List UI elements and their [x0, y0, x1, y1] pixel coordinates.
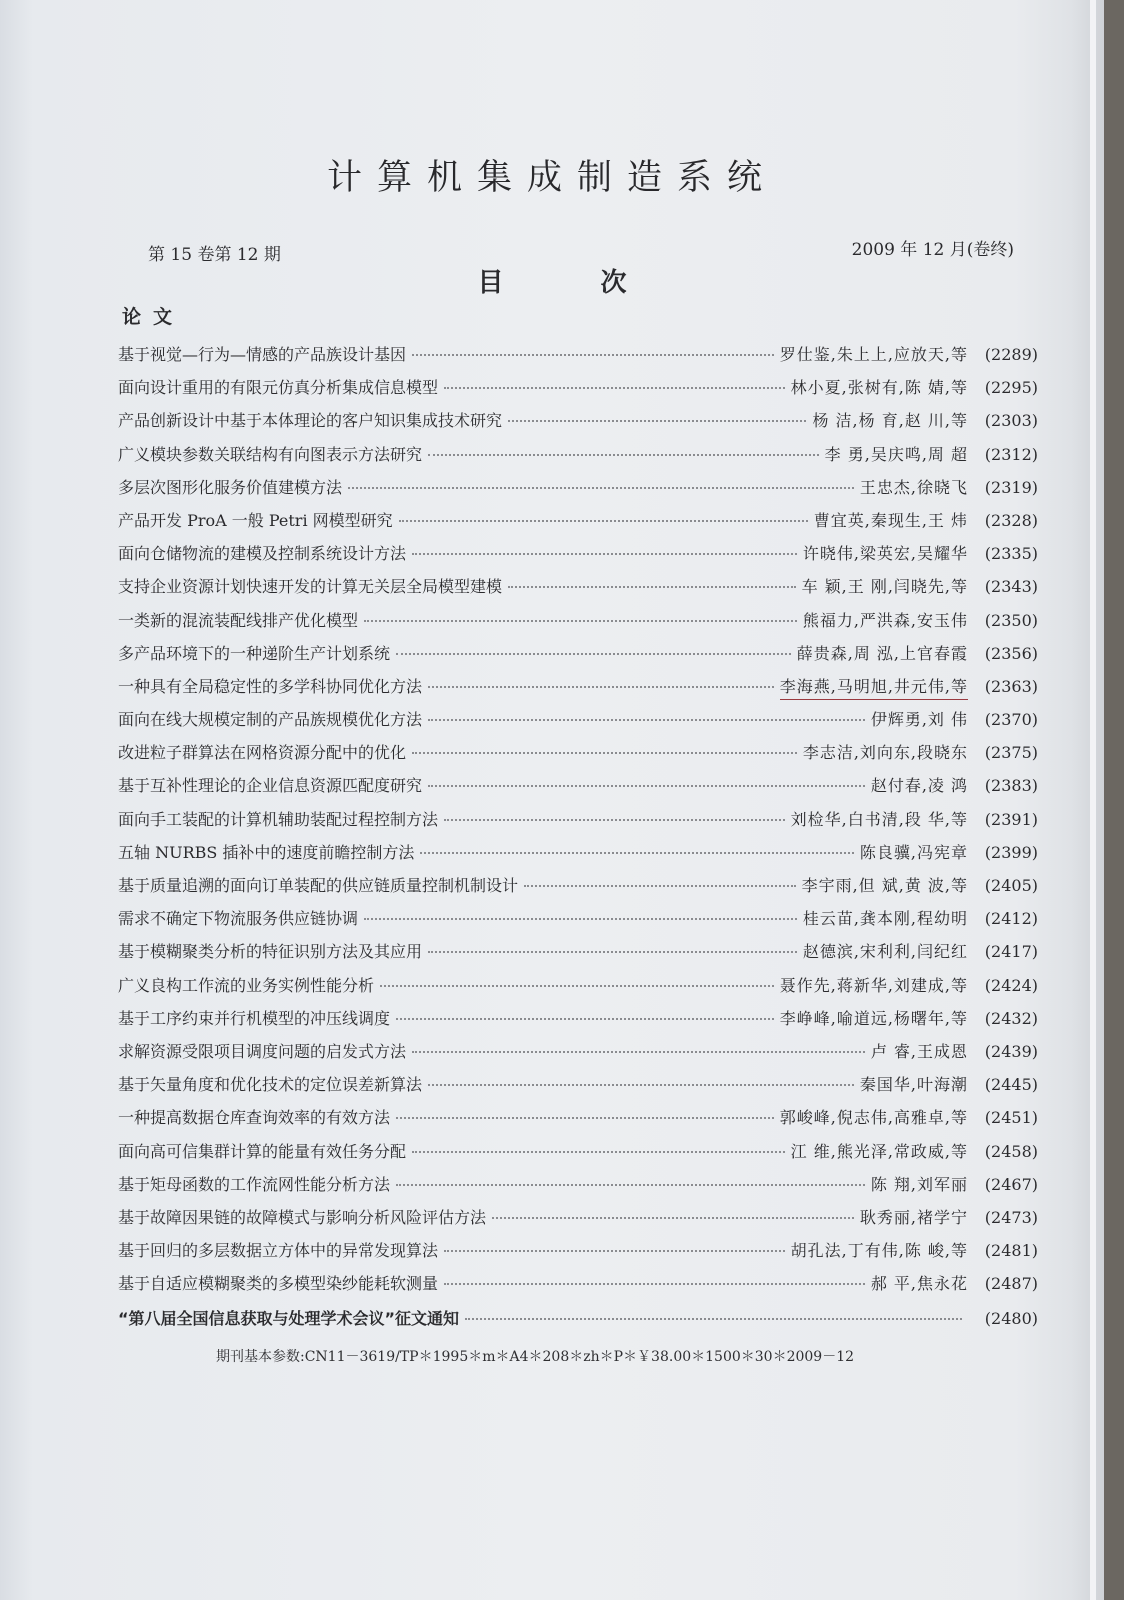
toc-row	[118, 408, 1038, 441]
article-authors: 林小夏,张树有,陈 婧,等	[790, 378, 968, 398]
dot-leader	[428, 1084, 854, 1086]
dot-leader	[412, 1051, 865, 1053]
article-title: 广义良构工作流的业务实例性能分析	[118, 975, 375, 995]
toc-row	[118, 1238, 1038, 1271]
section-heading: 论文	[122, 306, 185, 328]
issue-number: 第 15 卷第 12 期	[148, 245, 281, 265]
dot-leader	[524, 885, 796, 887]
article-authors: 秦国华,叶海潮	[859, 1075, 968, 1095]
article-authors: 伊辉勇,刘 伟	[870, 710, 968, 730]
article-page: (2312)	[984, 444, 1038, 464]
dot-leader	[508, 586, 796, 588]
dot-leader	[508, 420, 806, 422]
article-page: (2370)	[984, 710, 1038, 730]
dot-leader	[396, 1184, 865, 1186]
table-of-contents	[118, 342, 1038, 1304]
dot-leader	[399, 520, 808, 522]
article-page: (2467)	[984, 1174, 1038, 1194]
notice-page: (2480)	[984, 1309, 1038, 1328]
article-authors: 刘检华,白书清,段 华,等	[790, 809, 968, 829]
toc-row	[118, 1306, 1038, 1339]
article-title: 多层次图形化服务价值建模方法	[118, 477, 343, 497]
dot-leader	[364, 620, 797, 622]
article-authors: 耿秀丽,褚学宁	[859, 1207, 968, 1227]
article-title: 面向仓储物流的建模及控制系统设计方法	[118, 544, 407, 564]
toc-row	[118, 707, 1038, 740]
article-page: (2303)	[984, 411, 1038, 431]
article-authors: 江 维,熊光泽,常政威,等	[790, 1141, 968, 1161]
article-title: 基于模糊聚类分析的特征识别方法及其应用	[118, 942, 423, 962]
article-authors: 熊福力,严洪森,安玉伟	[802, 610, 968, 630]
article-page: (2319)	[984, 477, 1038, 497]
article-page: (2487)	[984, 1274, 1038, 1294]
toc-row	[118, 1039, 1038, 1072]
article-page: (2473)	[984, 1207, 1038, 1227]
article-authors: 陈良骥,冯宪章	[859, 842, 968, 862]
article-page: (2424)	[984, 975, 1038, 995]
article-title: 基于视觉—行为—情感的产品族设计基因	[118, 345, 407, 364]
dot-leader	[428, 785, 865, 787]
article-authors: 李海燕,马明旭,井元伟,等	[780, 674, 968, 700]
article-title: 产品开发 ProA 一般 Petri 网模型研究	[118, 510, 393, 530]
article-authors: 桂云苗,龚本刚,程幼明	[802, 909, 968, 929]
article-page: (2343)	[984, 577, 1038, 597]
toc-row	[118, 1139, 1038, 1172]
article-title: 基于自适应模糊聚类的多模型染纱能耗软测量	[118, 1274, 439, 1294]
toc-row	[118, 906, 1038, 939]
article-authors: 杨 洁,杨 育,赵 川,等	[812, 411, 968, 431]
article-authors: 车 颖,王 刚,闫晓先,等	[801, 577, 968, 597]
article-page: (2412)	[984, 909, 1038, 929]
article-title: 基于矢量角度和优化技术的定位误差新算法	[118, 1075, 423, 1095]
article-title: 面向手工装配的计算机辅助装配过程控制方法	[118, 809, 439, 829]
toc-row	[118, 641, 1038, 674]
article-authors: 卢 睿,王成恩	[870, 1041, 968, 1061]
call-for-papers	[118, 1306, 1038, 1339]
toc-row	[118, 475, 1038, 508]
article-authors: 许晓伟,梁英宏,吴耀华	[802, 544, 968, 564]
toc-row	[118, 608, 1038, 641]
article-page: (2432)	[984, 1008, 1038, 1028]
toc-row	[118, 740, 1038, 773]
dot-leader	[396, 653, 791, 655]
article-page: (2405)	[984, 876, 1038, 895]
article-title: 基于互补性理论的企业信息资源匹配度研究	[118, 776, 423, 796]
dot-leader	[428, 686, 774, 688]
article-title: 需求不确定下物流服务供应链协调	[118, 909, 359, 929]
article-authors: 郭峻峰,倪志伟,高雅卓,等	[779, 1108, 968, 1128]
article-title: 面向设计重用的有限元仿真分析集成信息模型	[118, 378, 439, 398]
article-title: 一类新的混流装配线排产优化模型	[118, 610, 359, 630]
article-page: (2356)	[984, 643, 1038, 663]
article-page: (2439)	[984, 1041, 1038, 1061]
toc-row	[118, 1006, 1038, 1039]
toc-row	[118, 442, 1038, 475]
toc-row	[118, 342, 1038, 375]
article-authors: 李宇雨,但 斌,黄 波,等	[801, 876, 968, 895]
article-title: 广义模块参数关联结构有向图表示方法研究	[118, 444, 423, 464]
toc-row	[118, 840, 1038, 873]
toc-row	[118, 1072, 1038, 1105]
article-title: 产品创新设计中基于本体理论的客户知识集成技术研究	[118, 411, 503, 431]
article-page: (2458)	[984, 1141, 1038, 1161]
article-authors: 薛贵森,周 泓,上官春霞	[796, 643, 968, 663]
dot-leader	[380, 985, 774, 987]
dot-leader	[412, 752, 797, 754]
article-title: 多产品环境下的一种递阶生产计划系统	[118, 643, 391, 663]
dot-leader	[428, 454, 819, 456]
toc-row	[118, 1271, 1038, 1304]
article-title: 面向在线大规模定制的产品族规模优化方法	[118, 710, 423, 730]
dot-leader	[428, 719, 865, 721]
toc-row	[118, 973, 1038, 1006]
dot-leader	[364, 918, 797, 920]
dot-leader	[465, 1318, 962, 1320]
dot-leader	[412, 354, 774, 356]
article-authors: 李 勇,吴庆鸣,周 超	[824, 444, 968, 464]
dot-leader	[444, 1283, 865, 1285]
article-page: (2383)	[984, 776, 1038, 796]
toc-row	[118, 541, 1038, 574]
toc-heading: 目 次	[477, 268, 627, 298]
article-page: (2451)	[984, 1108, 1038, 1128]
article-page: (2328)	[984, 510, 1038, 530]
dot-leader	[428, 951, 797, 953]
article-page: (2445)	[984, 1075, 1038, 1095]
article-title: 五轴 NURBS 插补中的速度前瞻控制方法	[118, 842, 415, 862]
dot-leader	[444, 819, 785, 821]
toc-row	[118, 807, 1038, 840]
dot-leader	[348, 487, 854, 489]
toc-row	[118, 773, 1038, 806]
article-page: (2295)	[984, 378, 1038, 398]
toc-row	[118, 574, 1038, 607]
toc-row	[118, 1105, 1038, 1138]
article-title: 一种具有全局稳定性的多学科协同优化方法	[118, 676, 423, 696]
toc-row	[118, 1205, 1038, 1238]
dot-leader	[492, 1217, 854, 1219]
article-title: 一种提高数据仓库查询效率的有效方法	[118, 1108, 391, 1128]
article-title: 基于矩母函数的工作流网性能分析方法	[118, 1174, 391, 1194]
article-title: 基于故障因果链的故障模式与影响分析风险评估方法	[118, 1207, 487, 1227]
article-title: 支持企业资源计划快速开发的计算无关层全局模型建模	[118, 577, 503, 597]
dot-leader	[396, 1117, 774, 1119]
article-title: 求解资源受限项目调度问题的启发式方法	[118, 1041, 407, 1061]
dot-leader	[420, 852, 853, 854]
dot-leader	[396, 1018, 774, 1020]
article-page: (2289)	[984, 345, 1038, 364]
toc-row	[118, 939, 1038, 972]
article-page: (2335)	[984, 544, 1038, 564]
article-title: 基于工序约束并行机模型的冲压线调度	[118, 1008, 391, 1028]
toc-row	[118, 873, 1038, 906]
dot-leader	[444, 1250, 785, 1252]
article-authors: 李峥峰,喻道远,杨曙年,等	[779, 1008, 968, 1028]
article-authors: 李志洁,刘向东,段晓东	[802, 743, 968, 763]
article-authors: 赵德滨,宋利利,闫纪红	[802, 942, 968, 962]
dot-leader	[412, 553, 797, 555]
dot-leader	[444, 387, 785, 389]
article-authors: 罗仕鉴,朱上上,应放天,等	[779, 345, 968, 364]
dot-leader	[412, 1151, 785, 1153]
article-page: (2363)	[984, 676, 1038, 696]
article-authors: 曹宜英,秦现生,王 炜	[813, 510, 968, 530]
article-title: 基于回归的多层数据立方体中的异常发现算法	[118, 1241, 439, 1261]
article-authors: 赵付春,凌 鸿	[870, 776, 968, 796]
article-authors: 王忠杰,徐晓飞	[859, 477, 968, 497]
article-authors: 陈 翔,刘军丽	[870, 1174, 968, 1194]
article-page: (2375)	[984, 743, 1038, 763]
toc-row	[118, 1172, 1038, 1205]
article-title: 改进粒子群算法在网格资源分配中的优化	[118, 743, 407, 763]
article-authors: 胡孔法,丁有伟,陈 峻,等	[790, 1241, 968, 1261]
toc-row	[118, 508, 1038, 541]
journal-parameters: 期刊基本参数:CN11－3619/TP＊1995＊m＊A4＊208＊zh＊P＊￥38.00＊1500＊30＊2009－12	[216, 1349, 855, 1365]
article-page: (2399)	[984, 842, 1038, 862]
article-authors: 郝 平,焦永花	[870, 1274, 968, 1294]
article-page: (2481)	[984, 1241, 1038, 1261]
article-page: (2417)	[984, 942, 1038, 962]
toc-row	[118, 674, 1038, 707]
page-edge	[1090, 0, 1096, 1600]
article-authors: 聂作先,蒋新华,刘建成,等	[779, 975, 968, 995]
article-page: (2350)	[984, 610, 1038, 630]
article-title: 基于质量追溯的面向订单装配的供应链质量控制机制设计	[118, 876, 519, 895]
issue-date: 2009 年 12 月(卷终)	[851, 240, 1014, 260]
notice-title: “第八届全国信息获取与处理学术会议”征文通知	[118, 1309, 460, 1328]
toc-row	[118, 375, 1038, 408]
journal-title: 计算机集成制造系统	[326, 158, 777, 198]
article-page: (2391)	[984, 809, 1038, 829]
article-title: 面向高可信集群计算的能量有效任务分配	[118, 1141, 407, 1161]
